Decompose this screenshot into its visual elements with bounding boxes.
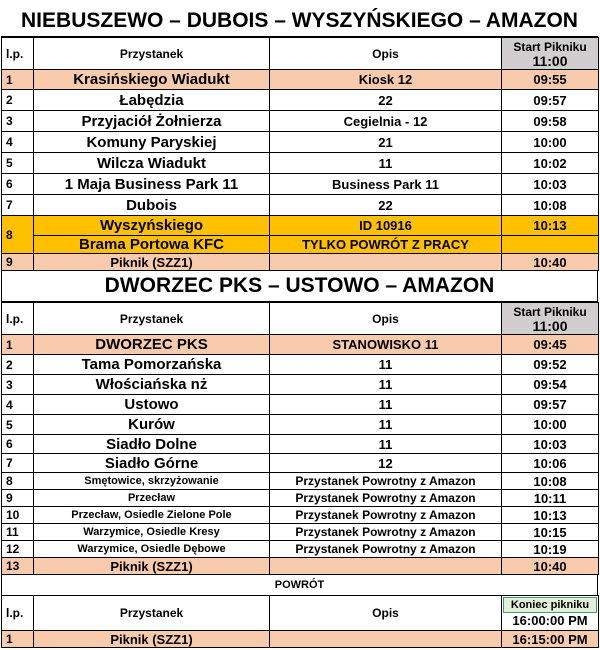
route2-header-row [2, 303, 599, 335]
row-stop: Kurów [34, 415, 270, 435]
table-row [2, 524, 599, 541]
row-time: 10:00 [502, 132, 599, 153]
row-stop: Warzymice, Osiedle Dębowe [34, 541, 270, 558]
table-row [2, 216, 599, 236]
table-row [2, 454, 599, 473]
table-row [2, 174, 599, 195]
row-stop: Siadło Dolne [34, 435, 270, 454]
return-title: POWRÓT [1, 575, 598, 595]
row-time: 10:40 [502, 558, 599, 575]
row-desc [270, 254, 502, 271]
row-desc: Przystanek Powrotny z Amazon [270, 473, 502, 490]
row-desc: ID 10916 [270, 216, 502, 236]
row-desc: Przystanek Powrotny z Amazon [270, 507, 502, 524]
row-lp: 8 [2, 216, 34, 254]
row-time: 09:58 [502, 111, 599, 132]
row-stop: Krasińskiego Wiadukt [34, 70, 270, 90]
row-time: 09:57 [502, 395, 599, 415]
row-lp: 9 [2, 254, 34, 271]
stop-header: Przystanek [34, 596, 270, 631]
row-stop: Wilcza Wiadukt [34, 153, 270, 174]
row-time: 10:15 [502, 524, 599, 541]
row-stop: Komuny Paryskiej [34, 132, 270, 153]
table-row [2, 132, 599, 153]
row-time: 09:54 [502, 375, 599, 395]
row-lp: 12 [2, 541, 34, 558]
lp-header: l.p. [2, 596, 34, 631]
route1-header-row [2, 38, 599, 70]
row-stop: Brama Portowa KFC [34, 236, 270, 254]
row-lp: 5 [2, 415, 34, 435]
row-time: 10:40 [502, 254, 599, 271]
table-row [2, 111, 599, 132]
row-desc: 11 [270, 435, 502, 454]
desc-header: Opis [270, 596, 502, 631]
row-stop: Przecław [34, 490, 270, 507]
row-time: 10:13 [502, 507, 599, 524]
row-desc: Cegielnia - 12 [270, 111, 502, 132]
row-stop: Piknik (SZZ1) [34, 558, 270, 575]
row-time: 10:13 [502, 216, 599, 236]
row-desc: 12 [270, 454, 502, 473]
route2-title: DWORZEC PKS – USTOWO – AMAZON [1, 271, 598, 302]
row-desc: Przystanek Powrotny z Amazon [270, 490, 502, 507]
row-stop: Dubois [34, 195, 270, 216]
row-stop: Tama Pomorzańska [34, 355, 270, 375]
row-desc: TYLKO POWRÓT Z PRACY [270, 236, 502, 254]
row-lp: 1 [2, 335, 34, 355]
row-time: 10:02 [502, 153, 599, 174]
table-row [2, 415, 599, 435]
row-lp: 2 [2, 90, 34, 111]
table-row [2, 541, 599, 558]
row-time: 10:08 [502, 473, 599, 490]
table-row [2, 70, 599, 90]
row-time: 10:03 [502, 174, 599, 195]
table-row [2, 558, 599, 575]
row-time: 09:52 [502, 355, 599, 375]
row-stop: Przecław, Osiedle Zielone Pole [34, 507, 270, 524]
row-desc: STANOWISKO 11 [270, 335, 502, 355]
row-desc: 22 [270, 195, 502, 216]
return-header-row [2, 596, 599, 631]
row-lp: 7 [2, 195, 34, 216]
stop-header: Przystanek [34, 38, 270, 70]
end-time: 16:00:00 PM [512, 613, 588, 628]
row-lp: 9 [2, 490, 34, 507]
row-desc: 22 [270, 90, 502, 111]
stop-header: Przystanek [34, 303, 270, 335]
row-desc: Przystanek Powrotny z Amazon [270, 524, 502, 541]
start-time: 11:00 [532, 52, 568, 69]
table-row [2, 355, 599, 375]
table-row [2, 195, 599, 216]
row-time: 10:11 [502, 490, 599, 507]
start-header [502, 303, 599, 335]
row-desc [270, 631, 502, 648]
start-header [502, 38, 599, 70]
row-stop: 1 Maja Business Park 11 [34, 174, 270, 195]
row-stop: DWORZEC PKS [34, 335, 270, 355]
row-lp: 3 [2, 375, 34, 395]
row-stop: Piknik (SZZ1) [34, 254, 270, 271]
start-time: 11:00 [532, 317, 568, 334]
row-lp: 1 [2, 631, 34, 648]
table-row [2, 490, 599, 507]
row-stop: Przyjaciół Żołnierza [34, 111, 270, 132]
row-lp: 6 [2, 435, 34, 454]
row-lp: 5 [2, 153, 34, 174]
row-time [502, 236, 599, 254]
row-time: 10:08 [502, 195, 599, 216]
row-lp: 13 [2, 558, 34, 575]
table-row [2, 236, 599, 254]
row-desc: 11 [270, 395, 502, 415]
row-time: 10:06 [502, 454, 599, 473]
row-lp: 8 [2, 473, 34, 490]
row-desc: 21 [270, 132, 502, 153]
row-stop: Wyszyńskiego [34, 216, 270, 236]
row-desc: 11 [270, 153, 502, 174]
row-stop: Smętowice, skrzyżowanie [34, 473, 270, 490]
row-desc: 11 [270, 415, 502, 435]
table-row [2, 90, 599, 111]
row-desc: 11 [270, 355, 502, 375]
row-lp: 4 [2, 395, 34, 415]
row-time: 09:57 [502, 90, 599, 111]
route1-table [1, 37, 599, 271]
row-lp: 10 [2, 507, 34, 524]
table-row [2, 153, 599, 174]
row-stop: Włościańska nż [34, 375, 270, 395]
route1-title: NIEBUSZEWO – DUBOIS – WYSZYŃSKIEGO – AMAZON [1, 6, 598, 37]
table-row [2, 435, 599, 454]
end-header [502, 596, 599, 631]
row-desc: Business Park 11 [270, 174, 502, 195]
schedule-sheet [1, 6, 598, 648]
table-row [2, 507, 599, 524]
table-row [2, 375, 599, 395]
row-time: 10:00 [502, 415, 599, 435]
row-lp: 2 [2, 355, 34, 375]
table-row [2, 335, 599, 355]
table-row [2, 473, 599, 490]
end-label: Koniec pikniku [503, 597, 597, 613]
row-time: 10:03 [502, 435, 599, 454]
table-row [2, 254, 599, 271]
lp-header: l.p. [2, 38, 34, 70]
start-label: Start Pikniku [513, 39, 587, 54]
row-lp: 6 [2, 174, 34, 195]
row-lp: 4 [2, 132, 34, 153]
route2-table [1, 302, 599, 575]
row-time: 16:15:00 PM [502, 631, 599, 648]
row-desc [270, 558, 502, 575]
row-time: 09:55 [502, 70, 599, 90]
row-stop: Łabędzia [34, 90, 270, 111]
row-desc: Przystanek Powrotny z Amazon [270, 541, 502, 558]
row-lp: 1 [2, 70, 34, 90]
row-time: 10:19 [502, 541, 599, 558]
return-table [1, 595, 599, 648]
table-row [2, 395, 599, 415]
row-stop: Siadło Górne [34, 454, 270, 473]
row-lp: 3 [2, 111, 34, 132]
desc-header: Opis [270, 303, 502, 335]
row-desc: Kiosk 12 [270, 70, 502, 90]
table-row [2, 631, 599, 648]
lp-header: l.p. [2, 303, 34, 335]
row-lp: 11 [2, 524, 34, 541]
row-stop: Piknik (SZZ1) [34, 631, 270, 648]
row-desc: 11 [270, 375, 502, 395]
start-label: Start Pikniku [513, 304, 587, 319]
row-time: 09:45 [502, 335, 599, 355]
row-stop: Warzymice, Osiedle Kresy [34, 524, 270, 541]
row-stop: Ustowo [34, 395, 270, 415]
row-lp: 7 [2, 454, 34, 473]
desc-header: Opis [270, 38, 502, 70]
